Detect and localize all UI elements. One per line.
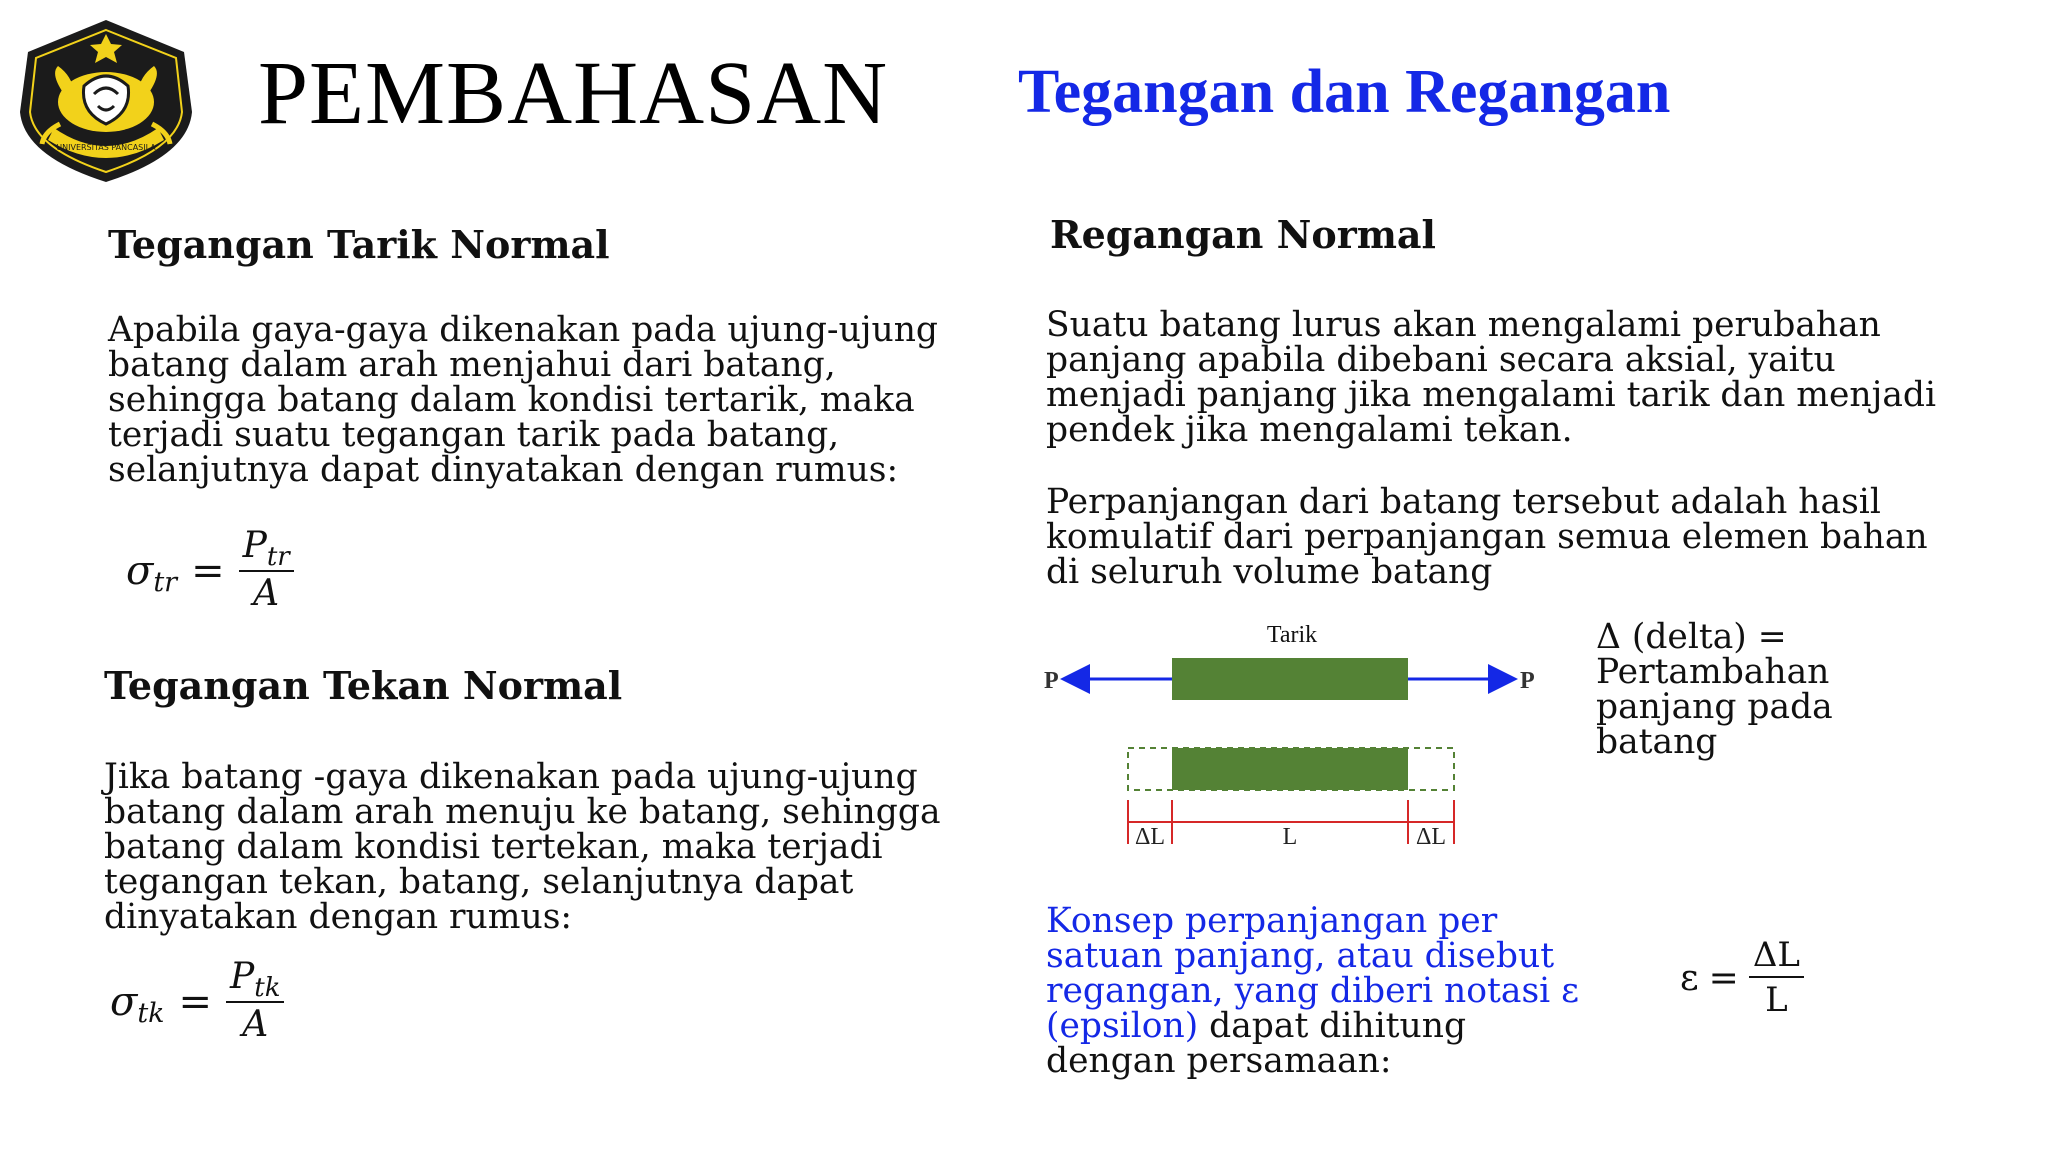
- equals-sign: =: [1708, 957, 1739, 999]
- fraction-denominator: A: [253, 573, 280, 614]
- delta-definition: Δ (delta) = Pertambahan panjang pada batang: [1596, 617, 1833, 762]
- delta-l-right-label: ΔL: [1415, 824, 1447, 850]
- page-title: PEMBAHASAN: [258, 44, 889, 143]
- tarik-label: Tarik: [1266, 622, 1318, 648]
- fraction-denominator: A: [242, 1004, 269, 1045]
- university-logo: [14, 16, 198, 186]
- force-label-right: P: [1520, 668, 1535, 694]
- konsep-rest: dapat dihitung dengan persamaan:: [1046, 1006, 1467, 1081]
- page-subtitle: Tegangan dan Regangan: [1018, 58, 1671, 126]
- epsilon-formula: [1680, 934, 1804, 1022]
- fraction: [239, 525, 294, 616]
- fraction-numerator: $P_{tr}$: [242, 525, 290, 572]
- konsep-regangan-paragraph: [1046, 901, 1586, 1081]
- fraction-numerator: $P_{tk}$: [230, 956, 281, 1003]
- tarik-heading: Tegangan Tarik Normal: [108, 222, 610, 267]
- equals-sign: =: [178, 978, 213, 1025]
- fraction-denominator: L: [1765, 980, 1788, 1020]
- tarik-formula: [126, 525, 294, 616]
- fraction-numerator: ΔL: [1752, 935, 1800, 975]
- sigma-symbol: σ: [110, 978, 138, 1025]
- fraction: [1749, 934, 1804, 1022]
- fraction: [226, 956, 284, 1047]
- tarik-paragraph: Apabila gaya-gaya dikenakan pada ujung-ujung batang dalam arah menjahui dari batang, sehingga batang dalam kondisi tertarik, maka terjadi suatu tegangan tarik pada batang, selanjutnya dapat dinyatakan dengan rumus:: [108, 310, 939, 490]
- epsilon-symbol: ε: [1680, 957, 1699, 999]
- sigma-symbol: σ: [126, 547, 154, 594]
- sigma-subscript: tk: [137, 998, 165, 1029]
- tekan-formula: [110, 956, 284, 1047]
- equals-sign: =: [191, 547, 225, 594]
- l-label: L: [1282, 824, 1298, 850]
- tekan-heading: Tegangan Tekan Normal: [104, 663, 623, 708]
- bar-elongated: [1172, 748, 1408, 790]
- regangan-heading: Regangan Normal: [1050, 212, 1436, 257]
- svg-text:UNIVERSITAS PANCASILA: UNIVERSITAS PANCASILA: [56, 143, 156, 152]
- sigma-subscript: tr: [153, 567, 178, 598]
- tekan-paragraph: Jika batang -gaya dikenakan pada ujung-ujung batang dalam arah menuju ke batang, sehingga batang dalam kondisi tertekan, maka terjadi tegangan tekan, batang, selanjutnya dapat dinyatakan dengan rumus:: [104, 757, 941, 937]
- university-seal-icon: [14, 16, 198, 186]
- bar-original: [1172, 658, 1408, 700]
- konsep-highlight: Konsep perpanjangan per satuan panjang, atau disebut regangan, yang diberi notasi ε (epsilon): [1046, 901, 1580, 1046]
- delta-l-left-label: ΔL: [1134, 824, 1166, 850]
- tension-diagram: [1030, 612, 1550, 862]
- force-label-left: P: [1044, 668, 1059, 694]
- regangan-paragraph-1: Suatu batang lurus akan mengalami perubahan panjang apabila dibebani secara aksial, yaitu menjadi panjang jika mengalami tarik dan menjadi pendek jika mengalami tekan.: [1046, 305, 1937, 450]
- regangan-paragraph-2: Perpanjangan dari batang tersebut adalah hasil komulatif dari perpanjangan semua elemen bahan di seluruh volume batang: [1046, 482, 1928, 592]
- bar-elongation-figure: [1030, 612, 1550, 862]
